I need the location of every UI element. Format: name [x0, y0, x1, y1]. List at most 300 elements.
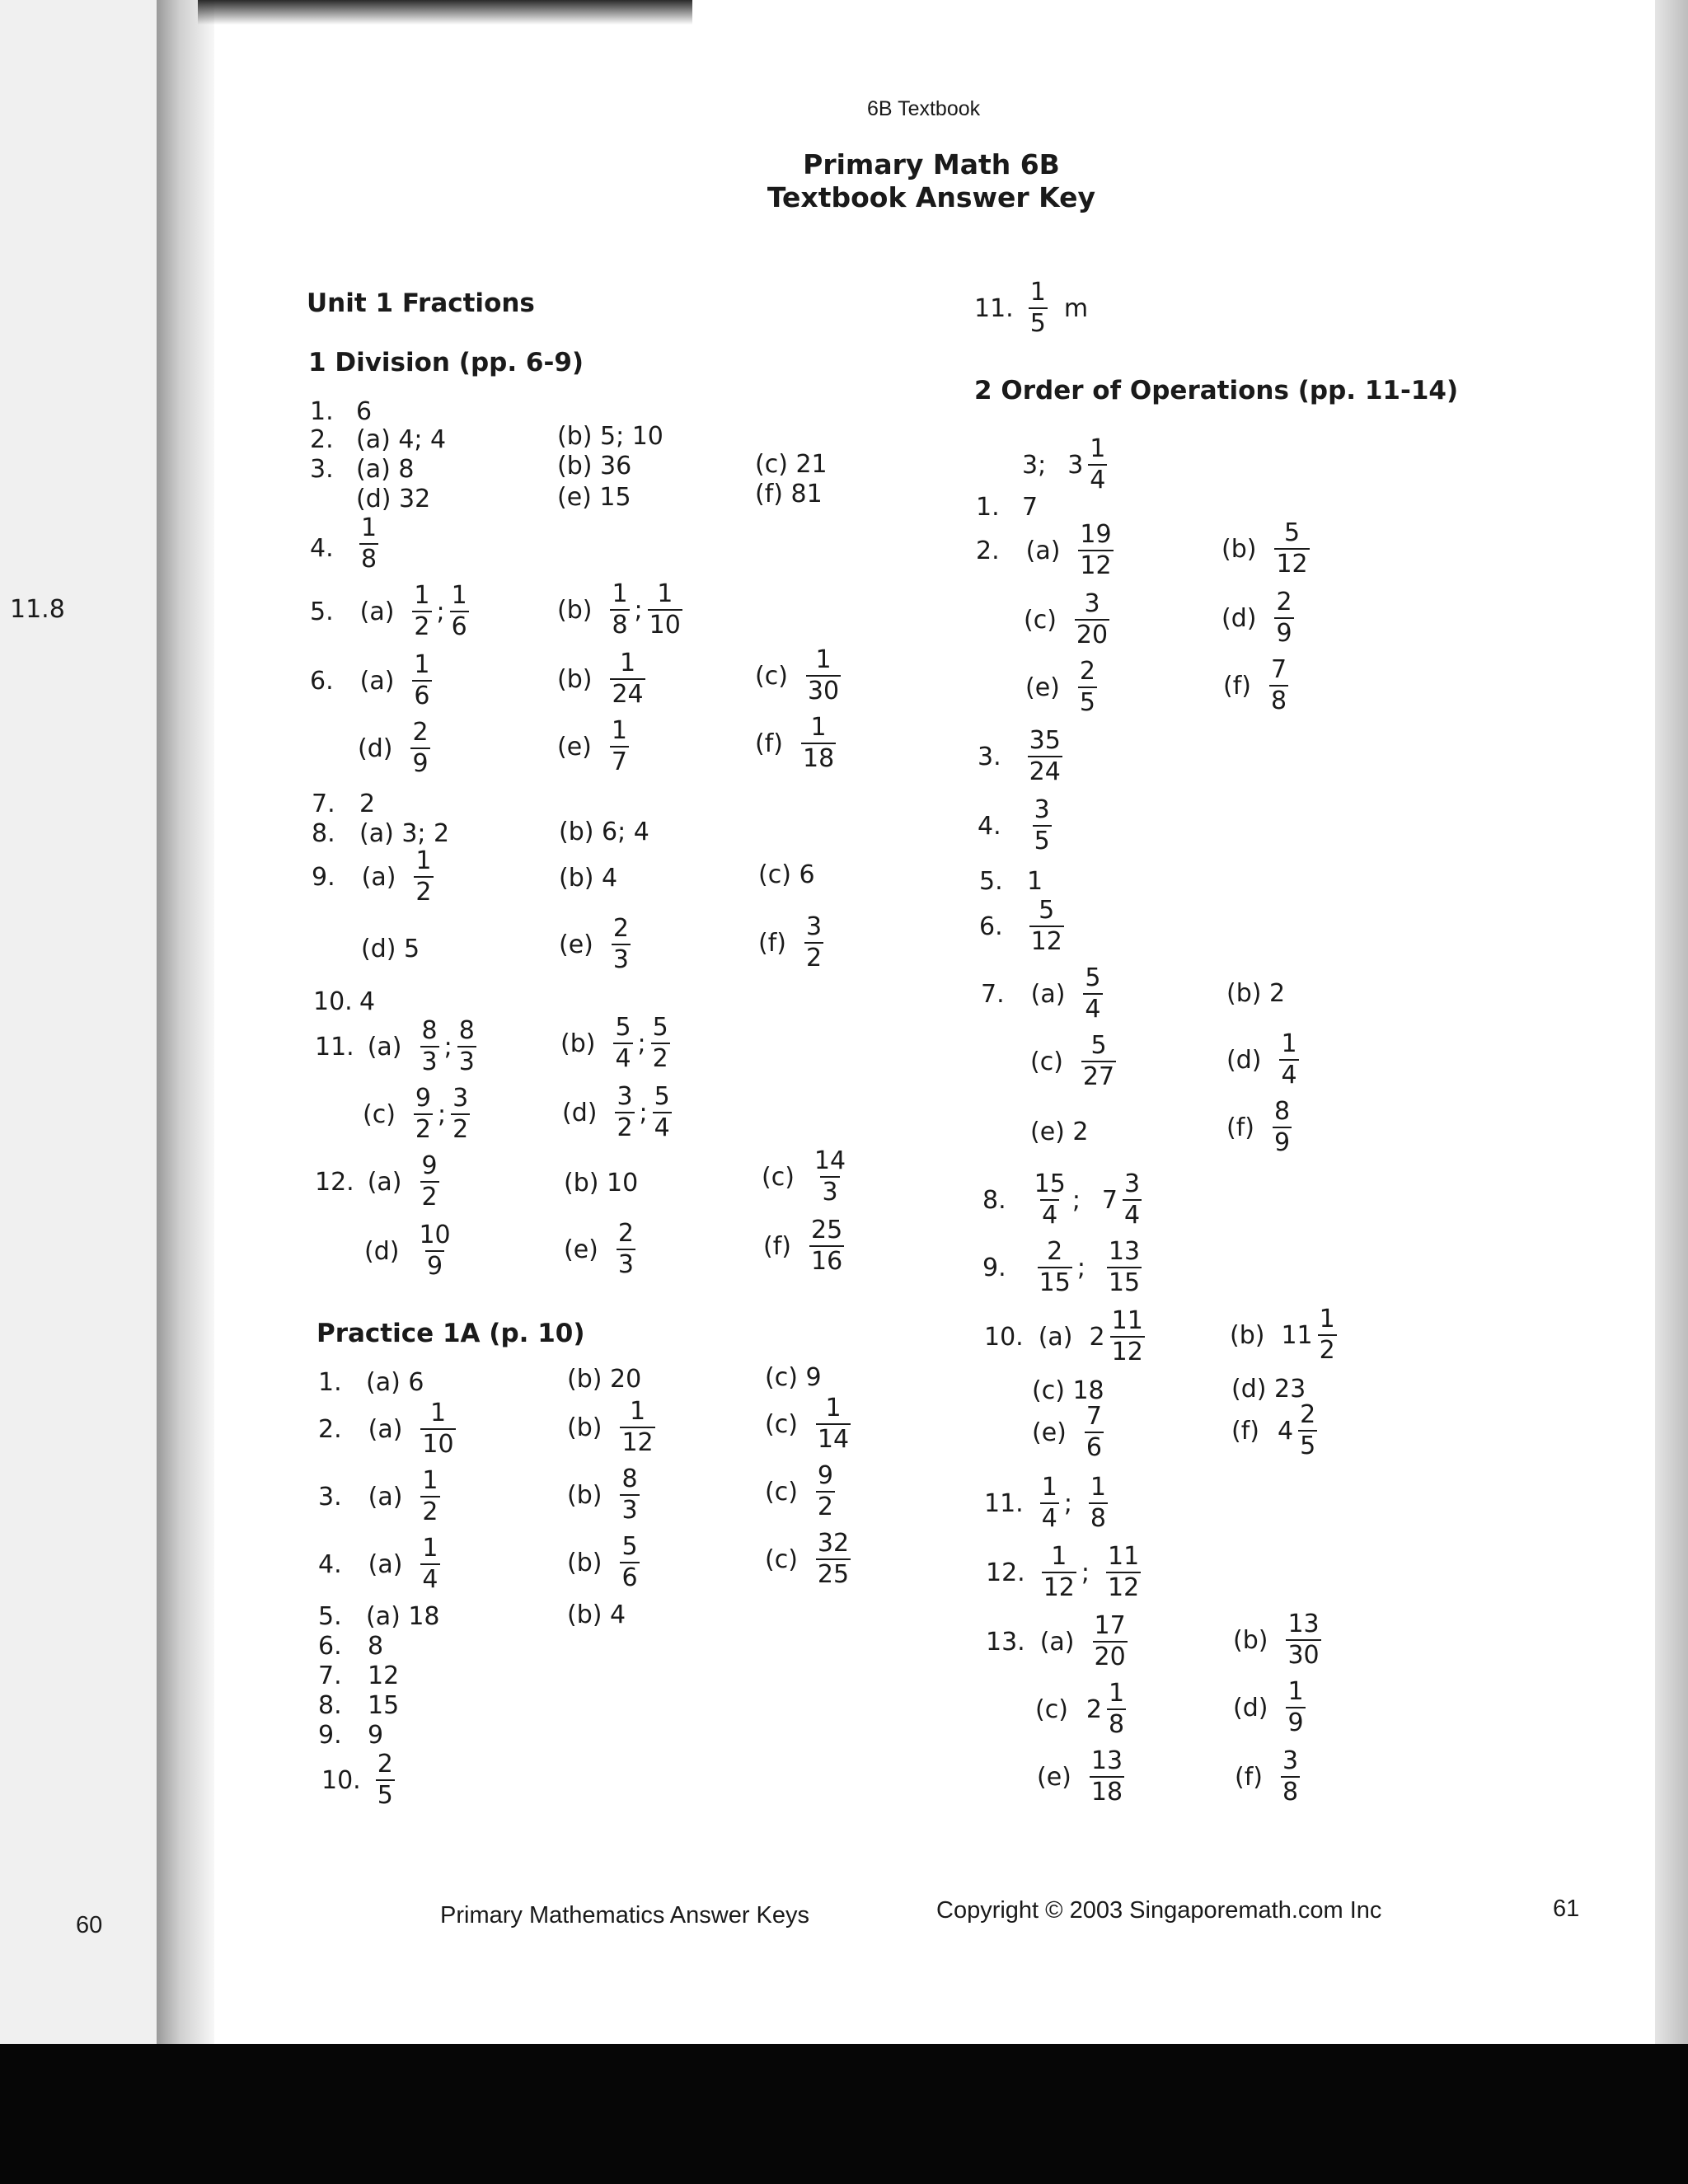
- answer-number: 3.: [318, 1482, 342, 1511]
- answer-part: (a) 6: [366, 1368, 424, 1397]
- numerator: 1: [620, 649, 636, 677]
- numerator: 1: [429, 1399, 447, 1427]
- answer-part: (c) 18: [1032, 1376, 1104, 1405]
- denominator: 9: [412, 749, 429, 778]
- numerator: 11: [1108, 1542, 1140, 1571]
- separator: ;: [438, 1099, 447, 1129]
- numerator: 1: [612, 579, 628, 608]
- denominator: 8: [612, 611, 628, 640]
- answer-row: [318, 1466, 440, 1526]
- answer-row: [765, 1531, 851, 1587]
- whole-part: 2: [1089, 1322, 1105, 1352]
- denominator: 5: [377, 1781, 393, 1810]
- answer-row: [978, 726, 1062, 786]
- numerator: 1: [1090, 1473, 1107, 1502]
- part-label: (b): [557, 595, 593, 625]
- answer-number: 12.: [315, 1167, 354, 1197]
- part-label: (c): [755, 661, 788, 691]
- answer-row: [567, 1532, 640, 1592]
- denominator: 24: [612, 680, 644, 709]
- answer-part: (c) 21: [755, 450, 828, 479]
- numerator: 5: [1085, 963, 1101, 992]
- answer-number: 8.: [318, 1691, 342, 1720]
- answer-number: 13.: [986, 1627, 1025, 1657]
- denominator: 18: [802, 744, 835, 773]
- answer-row: [557, 651, 645, 707]
- answer-number: 1.: [318, 1368, 342, 1397]
- answer-row: [1032, 1404, 1104, 1460]
- answer-number: 8.: [982, 1185, 1006, 1215]
- part-label: (a): [367, 1032, 402, 1062]
- denominator: 16: [810, 1247, 843, 1276]
- denominator: 25: [817, 1560, 850, 1589]
- part-label: (b): [1221, 534, 1257, 564]
- answer-part: (c) 9: [765, 1363, 822, 1392]
- denominator: 15: [1039, 1268, 1071, 1297]
- answer-number: 10.: [313, 987, 353, 1016]
- answer-number: 8.: [312, 819, 335, 848]
- denominator: 12: [1080, 551, 1112, 580]
- part-label: (d): [562, 1098, 598, 1127]
- whole-part: 11: [1281, 1320, 1313, 1350]
- answer-row: [1230, 1307, 1337, 1363]
- numerator: 1: [1287, 1677, 1304, 1706]
- answer-value: 4: [359, 987, 376, 1016]
- denominator: 4: [1124, 1201, 1141, 1230]
- numerator: 5: [1090, 1031, 1107, 1060]
- part-label: (e): [557, 732, 592, 762]
- section-heading-order-of-operations: 2 Order of Operations (pp. 11-14): [974, 376, 1459, 405]
- part-label: (c): [1035, 1694, 1068, 1724]
- answer-row: [557, 579, 682, 640]
- part-label: (f): [755, 729, 783, 758]
- part-label: (b): [557, 664, 593, 694]
- answer-part: (e) 2: [1030, 1118, 1089, 1146]
- answer-row: [974, 280, 1088, 336]
- answer-part: (b) 20: [567, 1365, 642, 1394]
- answer-row: [1233, 1677, 1306, 1737]
- separator: ;: [637, 1029, 646, 1058]
- separator: ;: [639, 1098, 648, 1127]
- denominator: 2: [415, 878, 432, 907]
- answer-row: [1221, 590, 1294, 646]
- unit-label: m: [1063, 293, 1089, 323]
- answer-part: (a) 4; 4: [356, 425, 447, 454]
- denominator: 9: [427, 1252, 443, 1281]
- denominator: 4: [1042, 1201, 1058, 1230]
- answer-row: [562, 1082, 672, 1142]
- numerator: 1: [611, 716, 627, 745]
- denominator: 10: [649, 611, 681, 640]
- book-gutter-shadow: [157, 0, 214, 2044]
- answer-row: [763, 1218, 844, 1274]
- answer-value: 9: [368, 1721, 384, 1750]
- numerator: 3: [617, 1082, 633, 1111]
- answer-row: [559, 916, 631, 972]
- denominator: 9: [1287, 1708, 1304, 1737]
- answer-row: [984, 1475, 1108, 1531]
- separator: ;: [1071, 1185, 1081, 1215]
- numerator: 1: [1090, 434, 1106, 463]
- numerator: 1: [657, 579, 673, 608]
- answer-number: 7.: [981, 979, 1005, 1009]
- answer-row: [1226, 1099, 1292, 1155]
- part-label: (d): [1226, 1045, 1262, 1075]
- numerator: 3: [1084, 589, 1100, 618]
- answer-value: 15: [368, 1691, 400, 1720]
- answer-row: [567, 1467, 640, 1523]
- answer-number: 2.: [310, 425, 334, 454]
- denominator: 4: [615, 1044, 631, 1073]
- answer-row: [310, 650, 432, 710]
- denominator: 5: [1029, 309, 1046, 338]
- answer-row: [312, 846, 434, 907]
- denominator: 12: [1111, 1338, 1143, 1366]
- part-label: (a): [368, 1482, 403, 1511]
- denominator: 5: [1079, 688, 1095, 717]
- numerator: 25: [810, 1216, 843, 1244]
- numerator: 7: [1270, 655, 1287, 684]
- top-shadow: [198, 0, 692, 25]
- numerator: 1: [414, 581, 430, 610]
- denominator: 2: [817, 1493, 833, 1521]
- part-label: (a): [368, 1414, 403, 1444]
- answer-value: 7: [1022, 493, 1039, 522]
- numerator: 1: [1281, 1029, 1297, 1058]
- scan-bottom-border: [0, 2044, 1688, 2184]
- denominator: 3: [617, 1250, 634, 1279]
- part-label: (e): [1025, 673, 1060, 702]
- numerator: 5: [1039, 896, 1055, 925]
- separator: ;: [443, 1032, 452, 1062]
- answer-row: [315, 1151, 439, 1212]
- unit-heading: Unit 1 Fractions: [307, 288, 535, 318]
- answer-part: (f) 81: [755, 480, 823, 509]
- answer-value: 12: [368, 1661, 400, 1690]
- part-label: (e): [564, 1235, 598, 1264]
- answer-part: (b) 6; 4: [559, 818, 649, 846]
- numerator: 1: [422, 1534, 438, 1563]
- denominator: 30: [1287, 1641, 1320, 1670]
- answer-row: [1025, 659, 1097, 715]
- denominator: 9: [1276, 619, 1292, 648]
- denominator: 8: [1090, 1504, 1107, 1533]
- answer-row: [321, 1752, 395, 1808]
- part-label: (d): [1221, 603, 1257, 633]
- numerator: 11: [1111, 1306, 1143, 1335]
- part-label: (a): [368, 1549, 403, 1579]
- denominator: 8: [1282, 1778, 1299, 1807]
- answer-number: 6.: [979, 912, 1003, 941]
- denominator: 2: [422, 1497, 438, 1526]
- numerator: 8: [1273, 1097, 1291, 1126]
- denominator: 5: [1300, 1432, 1316, 1460]
- answer-number: 7.: [318, 1661, 342, 1690]
- numerator: 1: [810, 713, 827, 742]
- denominator: 12: [1108, 1573, 1140, 1602]
- answer-number: 9.: [318, 1721, 342, 1750]
- part-label: (e): [1032, 1418, 1067, 1447]
- denominator: 2: [414, 612, 430, 641]
- denominator: 6: [1085, 1433, 1102, 1462]
- numerator: 2: [617, 1219, 634, 1248]
- answer-row: [755, 715, 836, 771]
- numerator: 5: [621, 1532, 638, 1561]
- whole-part: 2: [1085, 1694, 1102, 1724]
- whole-part: 3: [1067, 450, 1084, 480]
- answer-row: [363, 1086, 470, 1142]
- denominator: 6: [621, 1563, 638, 1592]
- answer-value: 1: [1027, 867, 1043, 896]
- answer-row: [765, 1461, 835, 1521]
- numerator: 1: [1041, 1473, 1057, 1502]
- part-label: (b): [567, 1413, 603, 1442]
- part-label: (b): [567, 1548, 603, 1577]
- answer-number: 4.: [310, 534, 334, 563]
- answer-number: 4.: [978, 811, 1001, 841]
- part-label: (e): [559, 930, 593, 959]
- right-page-edge: [1655, 0, 1688, 2044]
- numerator: 9: [817, 1461, 833, 1490]
- numerator: 8: [621, 1465, 638, 1493]
- part-label: (c): [1030, 1047, 1063, 1076]
- part-label: (c): [765, 1544, 798, 1574]
- denominator: 4: [1090, 466, 1106, 494]
- answer-row: [978, 795, 1052, 855]
- denominator: 3: [458, 1047, 475, 1076]
- numerator: 2: [377, 1750, 393, 1779]
- denominator: 20: [1076, 621, 1109, 649]
- separator: ;: [1063, 1488, 1072, 1518]
- answer-number: 11.: [974, 293, 1014, 323]
- answer-number: 6.: [310, 666, 334, 696]
- answer-number: 9.: [312, 862, 335, 892]
- denominator: 4: [1281, 1061, 1297, 1090]
- answer-row: [765, 1396, 851, 1452]
- part-label: (c): [762, 1162, 795, 1192]
- part-label: (b): [1233, 1625, 1268, 1655]
- numerator: 2: [1079, 657, 1095, 686]
- answer-row: [364, 1223, 452, 1279]
- answer-row: [1231, 1400, 1317, 1460]
- part-label: (c): [363, 1099, 396, 1129]
- answer-row: [976, 520, 1114, 580]
- answer-number: 11.: [315, 1032, 354, 1062]
- footer-copyright: Copyright © 2003 Singaporemath.com Inc: [936, 1897, 1382, 1924]
- numerator: 32: [817, 1529, 850, 1558]
- numerator: 2: [1047, 1237, 1063, 1266]
- part-label: (a): [1038, 1322, 1073, 1352]
- answer-number: 6.: [318, 1632, 342, 1661]
- part-label: (f): [1226, 1113, 1254, 1142]
- answer-row: [315, 1016, 476, 1076]
- answer-part: (b) 10: [564, 1169, 639, 1197]
- part-label: (f): [1235, 1762, 1263, 1792]
- part-label: (f): [1231, 1416, 1259, 1446]
- margin-note: 11.8: [10, 595, 65, 624]
- answer-number: 11.: [984, 1488, 1024, 1518]
- part-label: (a): [367, 1167, 402, 1197]
- footer-title: Primary Mathematics Answer Keys: [440, 1902, 810, 1929]
- answer-part: (b) 36: [557, 452, 632, 480]
- denominator: 14: [817, 1425, 850, 1454]
- denominator: 2: [452, 1115, 469, 1144]
- answer-part: (d) 23: [1231, 1375, 1306, 1404]
- denominator: 3: [621, 1496, 638, 1525]
- denominator: 6: [414, 682, 430, 710]
- answer-row: [1221, 518, 1310, 579]
- part-label: (a): [359, 666, 395, 696]
- part-label: (b): [567, 1480, 603, 1510]
- denominator: 3: [612, 945, 629, 974]
- part-label: (b): [1230, 1320, 1265, 1350]
- numerator: 2: [1276, 588, 1292, 616]
- answer-part: (e) 15: [557, 483, 631, 512]
- right-page-number: 61: [1553, 1896, 1580, 1922]
- numerator: 7: [1085, 1402, 1102, 1431]
- separator: ;: [1081, 1558, 1090, 1587]
- denominator: 6: [451, 612, 467, 641]
- part-label: (f): [1223, 671, 1251, 701]
- denominator: 2: [652, 1044, 668, 1073]
- left-page-edge: [0, 0, 165, 2044]
- answer-row: [1035, 1681, 1126, 1737]
- answer-part: (a) 18: [366, 1602, 440, 1631]
- denominator: 5: [1034, 827, 1050, 855]
- answer-row: [986, 1611, 1128, 1671]
- denominator: 4: [654, 1113, 670, 1142]
- left-page-number: 60: [76, 1912, 103, 1938]
- answer-row: [1037, 1746, 1124, 1807]
- section-heading-practice: Practice 1A (p. 10): [316, 1319, 585, 1348]
- numerator: 1: [422, 1466, 438, 1495]
- answer-number: 4.: [318, 1549, 342, 1579]
- numerator: 13: [1108, 1237, 1141, 1266]
- answer-number: 9.: [982, 1253, 1006, 1282]
- denominator: 3: [421, 1047, 438, 1076]
- denominator: 2: [617, 1113, 633, 1142]
- answer-row: [560, 1015, 670, 1071]
- numerator: 1: [415, 846, 432, 875]
- answer-row: [984, 1306, 1145, 1366]
- part-label: (c): [765, 1477, 798, 1507]
- answer-value: 2: [359, 790, 376, 818]
- answer-row: [358, 720, 430, 776]
- denominator: 8: [1109, 1710, 1125, 1739]
- answer-value: 6: [356, 397, 373, 426]
- part-label: (a): [1039, 1627, 1075, 1657]
- denominator: 8: [1270, 687, 1287, 715]
- part-label: (d): [358, 733, 393, 763]
- numerator: 13: [1090, 1746, 1123, 1775]
- part-label: (d): [364, 1236, 400, 1266]
- denominator: 3: [822, 1178, 838, 1207]
- numerator: 14: [814, 1146, 846, 1175]
- section-heading-division: 1 Division (pp. 6-9): [308, 348, 584, 377]
- denominator: 12: [1043, 1573, 1075, 1602]
- answer-number: 2.: [976, 536, 1000, 565]
- numerator: 3: [1282, 1746, 1299, 1775]
- answer-row: [1226, 1029, 1299, 1090]
- denominator: 12: [1030, 927, 1062, 956]
- numerator: 3: [805, 912, 823, 941]
- part-label: (a): [361, 862, 396, 892]
- part-label: (a): [1025, 536, 1061, 565]
- numerator: 1: [361, 513, 377, 542]
- part-label: (d): [1233, 1693, 1268, 1722]
- answer-number: 5.: [318, 1602, 342, 1631]
- separator: ;: [634, 595, 643, 625]
- answer-row: [982, 1169, 1142, 1230]
- separator: ;: [1076, 1253, 1085, 1282]
- answer-number: 5.: [310, 597, 334, 626]
- part-label: (b): [560, 1029, 596, 1058]
- part-label: (a): [359, 597, 395, 626]
- answer-value: 3;: [1022, 450, 1047, 480]
- denominator: 9: [1273, 1128, 1291, 1157]
- answer-row: [567, 1399, 655, 1455]
- numerator: 1: [630, 1397, 646, 1426]
- numerator: 5: [652, 1013, 668, 1042]
- part-label: (e): [1037, 1762, 1071, 1792]
- whole-part: 4: [1277, 1416, 1294, 1446]
- numerator: 3: [452, 1084, 469, 1113]
- answer-row: [1022, 434, 1107, 494]
- answer-part: (a) 8: [356, 455, 415, 484]
- numerator: 8: [421, 1016, 438, 1045]
- numerator: 2: [612, 914, 629, 943]
- denominator: 2: [415, 1115, 431, 1144]
- answer-row: [762, 1146, 847, 1207]
- numerator: 3: [1124, 1169, 1141, 1198]
- answer-row: [982, 1237, 1142, 1297]
- answer-row: [758, 912, 823, 972]
- numerator: 2: [1300, 1400, 1316, 1429]
- answer-part: (d) 32: [356, 485, 431, 513]
- numerator: 1: [1319, 1305, 1335, 1333]
- answer-number: 10.: [321, 1765, 361, 1795]
- denominator: 4: [1085, 995, 1101, 1024]
- numerator: 1: [414, 650, 430, 679]
- denominator: 30: [807, 677, 840, 705]
- numerator: 3: [1034, 795, 1050, 824]
- numerator: 1: [825, 1394, 842, 1422]
- denominator: 8: [361, 545, 377, 574]
- numerator: 17: [1094, 1611, 1126, 1640]
- numerator: 19: [1080, 520, 1112, 549]
- numerator: 15: [1034, 1169, 1066, 1198]
- answer-row: [979, 898, 1064, 954]
- denominator: 2: [1319, 1336, 1335, 1365]
- answer-row: [310, 583, 469, 640]
- denominator: 20: [1094, 1643, 1126, 1671]
- denominator: 18: [1090, 1778, 1123, 1807]
- answer-part: (d) 5: [361, 935, 420, 963]
- numerator: 5: [1284, 518, 1301, 547]
- answer-row: [1030, 1033, 1116, 1090]
- numerator: 9: [421, 1151, 438, 1180]
- answer-number: 10.: [984, 1322, 1024, 1352]
- answer-row: [318, 1536, 440, 1592]
- answer-row: [564, 1221, 635, 1277]
- numerator: 13: [1287, 1610, 1320, 1638]
- page-subtitle: Textbook Answer Key: [767, 181, 1096, 213]
- numerator: 5: [654, 1082, 670, 1111]
- whole-part: 7: [1101, 1185, 1118, 1215]
- denominator: 4: [1041, 1504, 1057, 1533]
- answer-number: 1.: [976, 493, 1000, 522]
- denominator: 10: [422, 1430, 454, 1459]
